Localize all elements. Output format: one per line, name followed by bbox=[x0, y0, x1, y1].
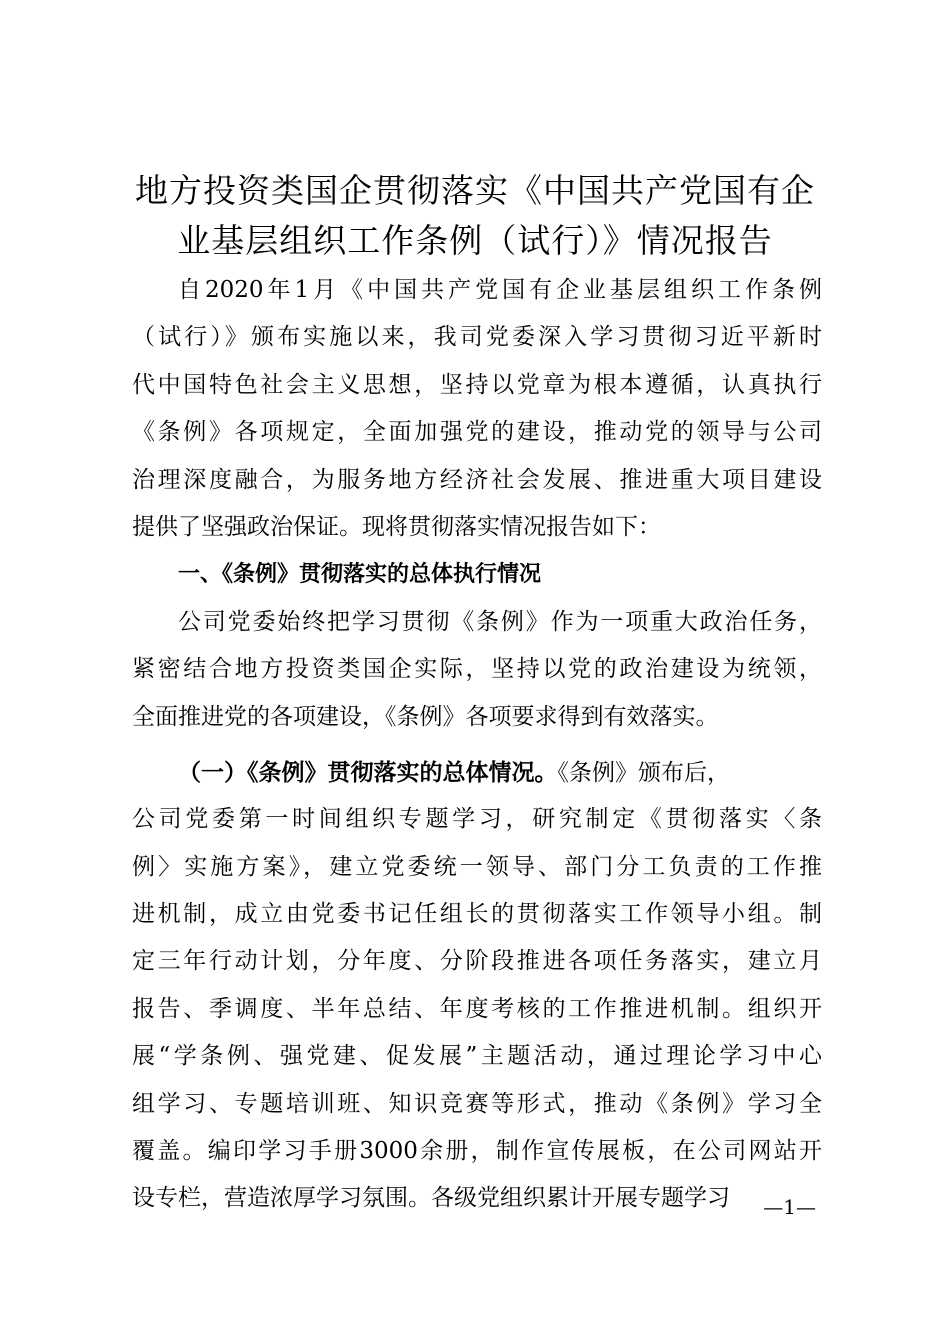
section-line: 全面推进党的各项建设，《条例》各项要求得到有效落实。 bbox=[132, 703, 719, 730]
subsection-line: 报告、季调度、半年总结、年度考核的工作推进机制。组织开 bbox=[132, 995, 822, 1022]
subsection-line: 公司党委第一时间组织专题学习，研究制定《贯彻落实〈条 bbox=[132, 806, 822, 833]
subsection-line: 进机制，成立由党委书记任组长的贯彻落实工作领导小组。制 bbox=[132, 901, 822, 928]
document-body bbox=[132, 267, 822, 1223]
subsection-line: 展“学条例、强党建、促发展”主题活动，通过理论学习中心 bbox=[132, 1043, 822, 1070]
section-line: 紧密结合地方投资类国企实际，坚持以党的政治建设为统领， bbox=[132, 656, 822, 683]
subsection-first-rest: 《条例》颁布后， bbox=[557, 759, 730, 786]
intro-line: 治理深度融合，为服务地方经济社会发展、推进重大项目建设 bbox=[132, 466, 822, 493]
intro-line: 《条例》各项规定，全面加强党的建设，推动党的领导与公司 bbox=[132, 419, 822, 446]
section-heading: 一、《条例》贯彻落实的总体执行情况 bbox=[178, 562, 542, 588]
subsection-line: 设专栏，营造浓厚学习氛围。各级党组织累计开展专题学习 bbox=[132, 1185, 730, 1212]
section-line: 公司党委始终把学习贯彻《条例》作为一项重大政治任务， bbox=[178, 608, 822, 635]
intro-line: （试行）》颁布实施以来，我司党委深入学习贯彻习近平新时 bbox=[132, 324, 822, 351]
subsection-line: 组学习、专题培训班、知识竞赛等形式，推动《条例》学习全 bbox=[132, 1090, 822, 1117]
intro-line: 代中国特色社会主义思想，坚持以党章为根本遵循，认真执行 bbox=[132, 371, 822, 398]
subsection-line: 例〉实施方案》，建立党委统一领导、部门分工负责的工作推 bbox=[132, 853, 822, 880]
subsection-first-line bbox=[132, 749, 822, 796]
intro-line: 提供了坚强政治保证。现将贯彻落实情况报告如下： bbox=[132, 513, 661, 540]
intro-line: 自2020年1月《中国共产党国有企业基层组织工作条例 bbox=[178, 277, 822, 303]
subsection-line: 覆盖。编印学习手册3000余册，制作宣传展板，在公司网站开 bbox=[132, 1138, 822, 1165]
title-line-2: 业基层组织工作条例（试行）》情况报告 bbox=[177, 221, 773, 260]
subsection-lead: （一）《条例》贯彻落实的总体情况。 bbox=[178, 758, 558, 786]
title-line-1: 地方投资类国企贯彻落实《中国共产党国有企 bbox=[135, 171, 815, 210]
subsection-line: 定三年行动计划，分年度、分阶段推进各项任务落实，建立月 bbox=[132, 948, 822, 975]
page-number: —1— bbox=[763, 1195, 816, 1219]
document-title bbox=[120, 166, 830, 266]
paragraph-gap bbox=[132, 741, 822, 749]
